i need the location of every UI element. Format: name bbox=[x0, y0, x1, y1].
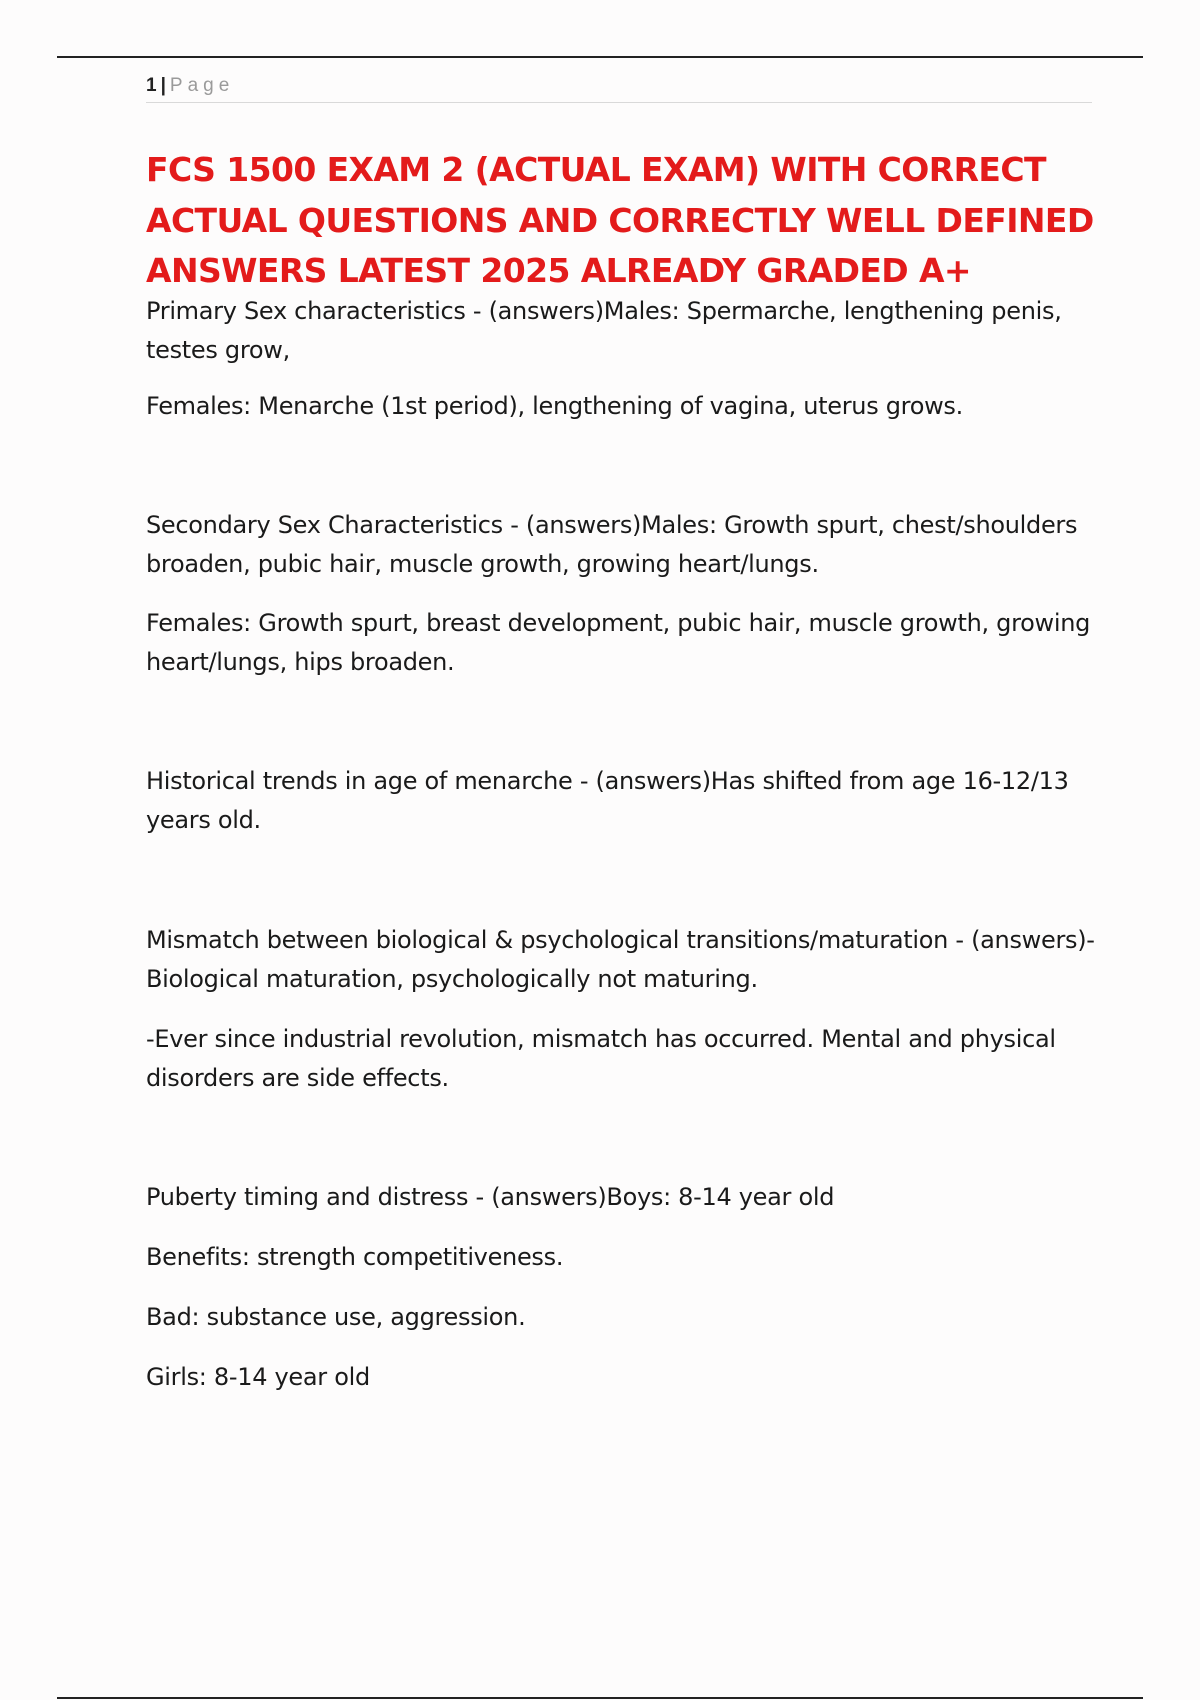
paragraph-primary-sex-characteristics: Primary Sex characteristics - (answers)Males: Spermarche, lengthening penis, testes grow, bbox=[146, 297, 1062, 364]
paragraph-historical-trends: Historical trends in age of menarche - (answers)Has shifted from age 16-12/13 years old. bbox=[146, 767, 1069, 834]
paragraph-secondary-females: Females: Growth spurt, breast development, pubic hair, muscle growth, growing heart/lungs, hips broaden. bbox=[146, 609, 1091, 676]
paragraph-puberty-timing: Puberty timing and distress - (answers)Boys: 8-14 year old bbox=[146, 1183, 835, 1211]
page-header bbox=[146, 72, 1092, 103]
document-body bbox=[146, 292, 1106, 1397]
paragraph-bad: Bad: substance use, aggression. bbox=[146, 1303, 526, 1331]
bottom-border-line bbox=[57, 1697, 1143, 1699]
paragraph-mismatch: Mismatch between biological & psychological transitions/maturation - (answers)- Biological maturation, psychologically not maturing. bbox=[146, 926, 1095, 993]
page-separator: | bbox=[160, 75, 166, 96]
top-border-line bbox=[57, 56, 1143, 58]
page-number: 1 bbox=[146, 75, 157, 96]
paragraph-girls: Girls: 8-14 year old bbox=[146, 1363, 370, 1391]
paragraph-benefits: Benefits: strength competitiveness. bbox=[146, 1243, 564, 1271]
page-word: Page bbox=[169, 75, 235, 96]
paragraph-primary-females: Females: Menarche (1st period), lengthening of vagina, uterus grows. bbox=[146, 392, 963, 420]
paragraph-industrial-revolution: -Ever since industrial revolution, mismatch has occurred. Mental and physical disorders are side effects. bbox=[146, 1025, 1056, 1092]
document-title: FCS 1500 EXAM 2 (ACTUAL EXAM) WITH CORRECT ACTUAL QUESTIONS AND CORRECTLY WELL DEFINED ANSWERS LATEST 2025 ALREADY GRADED A+ bbox=[146, 150, 1094, 290]
paragraph-secondary-sex-characteristics: Secondary Sex Characteristics - (answers)Males: Growth spurt, chest/shoulders broaden, pubic hair, muscle growth, growing heart/lungs. bbox=[146, 511, 1078, 578]
